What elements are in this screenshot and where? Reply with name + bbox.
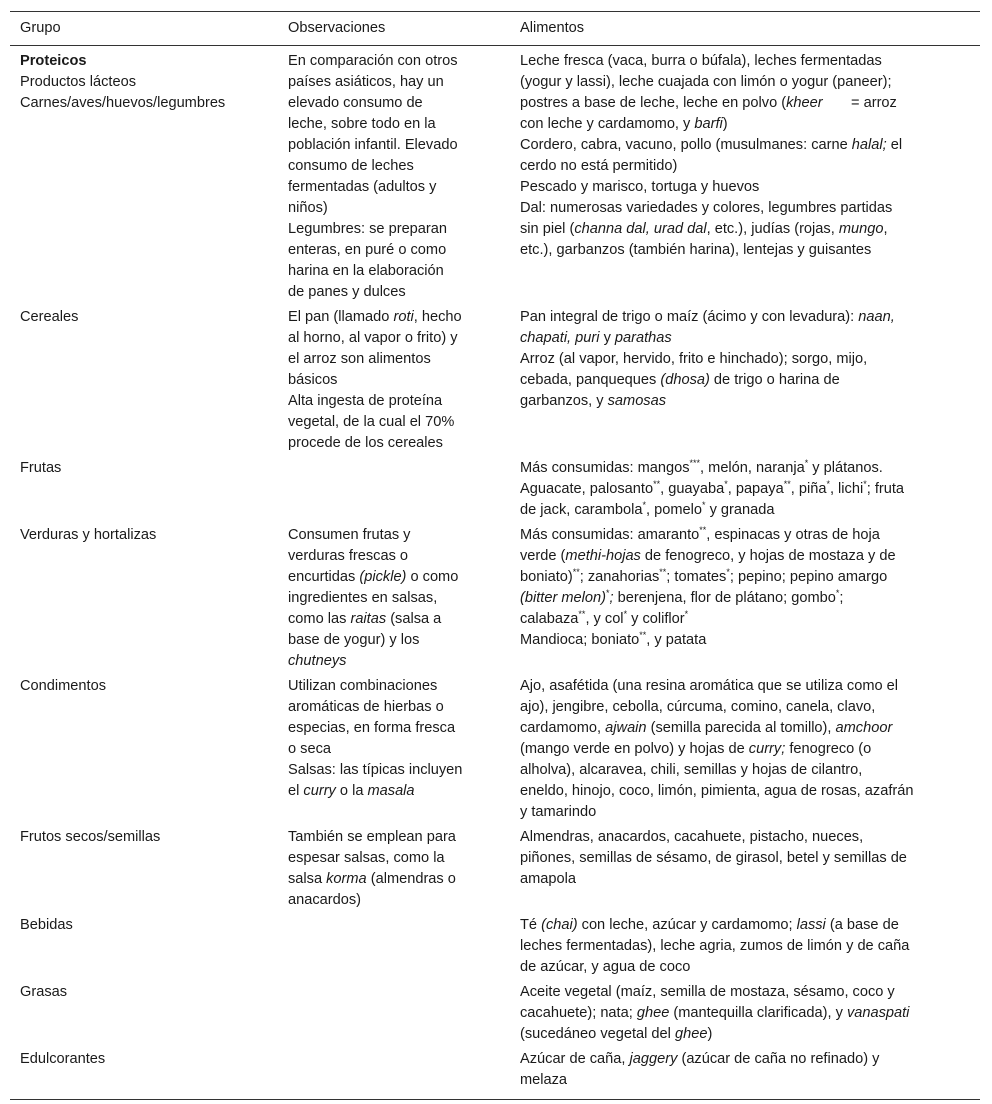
text-italic: chapati, puri <box>520 330 600 346</box>
text-line <box>520 718 970 739</box>
text-line: Almendras, anacardos, cacahuete, pistacho, nueces, <box>520 829 864 845</box>
text-segment: , y col <box>585 611 624 627</box>
text-segment: salsa <box>288 871 327 887</box>
text-line: harina en la elaboración <box>288 263 444 279</box>
text-line: Legumbres: se preparan <box>288 221 448 237</box>
cell-alimentos-frutos-secos <box>510 823 980 911</box>
text-line <box>520 307 970 328</box>
text-line: básicos <box>288 372 338 388</box>
text-segment: verde ( <box>520 548 566 564</box>
text-italic: raitas <box>350 611 387 627</box>
text-segment: , espinacas y otras de hoja <box>706 527 880 543</box>
text-line: Utilizan combinaciones <box>288 678 438 694</box>
footnote-mark: ** <box>572 567 580 578</box>
text-segment: postres a base de leche, leche en polvo ( <box>520 95 787 111</box>
text-line: Alta ingesta de proteína <box>288 393 443 409</box>
footnote-mark: * <box>804 458 809 469</box>
text-line <box>520 546 970 567</box>
group-subtitle: Productos lácteos <box>20 74 137 90</box>
text-line <box>288 307 498 328</box>
text-line: países asiáticos, hay un <box>288 74 444 90</box>
table-row-frutos-secos <box>10 823 980 911</box>
text-segment: calabaza <box>520 611 579 627</box>
text-line <box>288 781 498 802</box>
text-line: especias, en forma fresca <box>288 720 456 736</box>
text-segment: con leche, azúcar y cardamomo; <box>577 917 797 933</box>
footnote-mark: ** <box>659 567 667 578</box>
cell-grupo-grasas: Grasas <box>20 984 68 1000</box>
text-line: ajo), jengibre, cebolla, cúrcuma, comino, canela, clavo, <box>520 699 876 715</box>
table-row-bebidas <box>10 911 980 978</box>
text-italic: amchoor <box>835 720 893 736</box>
text-segment: o la <box>335 783 368 799</box>
text-line <box>520 588 970 609</box>
text-segment: con leche y cardamomo, y <box>520 116 695 132</box>
group-title: Proteicos <box>20 53 87 69</box>
text-segment: (a base de <box>825 917 899 933</box>
text-line <box>520 1049 970 1070</box>
footnote-mark: * <box>642 500 647 511</box>
text-segment: y plátanos. <box>808 460 883 476</box>
text-line <box>520 391 970 412</box>
text-line: alholva), alcaravea, chili, semillas y hojas de cilantro, <box>520 762 863 778</box>
text-italic: ; <box>609 590 614 606</box>
text-line: vegetal, de la cual el 70% <box>288 414 455 430</box>
text-italic: roti <box>393 309 414 325</box>
group-subtitle: Carnes/aves/huevos/legumbres <box>20 95 226 111</box>
text-line: fermentadas (adultos y <box>288 179 437 195</box>
footnote-mark: ** <box>699 525 707 536</box>
footnote-mark: * <box>724 479 728 490</box>
text-segment: ; pepino; pepino amargo <box>729 569 888 585</box>
cell-observaciones-frutos-secos <box>278 823 510 911</box>
text-line: población infantil. Elevado <box>288 137 458 153</box>
text-italic: ajwain <box>605 720 647 736</box>
text-italic: ghee <box>636 1005 670 1021</box>
text-line <box>520 328 970 349</box>
text-italic: masala <box>367 783 415 799</box>
text-line: al horno, al vapor o frito) y <box>288 330 458 346</box>
text-line: Pescado y marisco, tortuga y huevos <box>520 179 760 195</box>
text-line: Leche fresca (vaca, burra o búfala), leches fermentadas <box>520 53 882 69</box>
cell-alimentos-grasas <box>510 978 980 1045</box>
footnote-mark: * <box>623 609 628 620</box>
text-line: leche, sobre todo en la <box>288 116 436 132</box>
text-line <box>520 915 970 936</box>
text-segment: , hecho <box>413 309 462 325</box>
table-row-edulcorantes <box>10 1045 980 1100</box>
cell-alimentos-cereales <box>510 303 980 454</box>
text-line: aromáticas de hierbas o <box>288 699 444 715</box>
cell-alimentos-edulcorantes <box>510 1045 980 1100</box>
text-segment: (mango verde en polvo) y hojas de <box>520 741 749 757</box>
text-line <box>520 135 970 156</box>
table-row-verduras <box>10 521 980 672</box>
footnote-mark: *** <box>689 458 701 469</box>
footnote-mark: ** <box>783 479 791 490</box>
cell-observaciones-cereales <box>278 303 510 454</box>
text-italic: curry <box>303 783 336 799</box>
text-segment: , lichi <box>829 481 864 497</box>
text-line <box>288 869 498 890</box>
text-line: leches fermentadas), leche agria, zumos de limón y de caña <box>520 938 910 954</box>
text-line: amapola <box>520 871 576 887</box>
text-italic: kheer <box>786 95 823 111</box>
text-line <box>520 739 970 760</box>
text-italic: halal; <box>851 137 887 153</box>
text-line <box>520 609 970 630</box>
text-line <box>520 1003 970 1024</box>
text-segment: (semilla parecida al tomillo), <box>646 720 836 736</box>
text-segment: , guayaba <box>660 481 725 497</box>
text-line: También se emplean para <box>288 829 456 845</box>
cell-observaciones-edulcorantes <box>278 1045 510 1100</box>
text-line: niños) <box>288 200 328 216</box>
text-segment: o como <box>406 569 459 585</box>
footnote-mark: ** <box>653 479 661 490</box>
text-line: el arroz son alimentos <box>288 351 431 367</box>
text-segment: boniato) <box>520 569 573 585</box>
cell-alimentos-frutas <box>510 454 980 521</box>
text-segment: encurtidas <box>288 569 360 585</box>
cell-grupo-cereales: Cereales <box>20 309 79 325</box>
text-italic: korma <box>326 871 367 887</box>
text-italic: lassi <box>796 917 826 933</box>
text-segment: Más consumidas: amaranto <box>520 527 700 543</box>
cell-observaciones-bebidas <box>278 911 510 978</box>
text-line: o seca <box>288 741 331 757</box>
cell-grupo-frutas: Frutas <box>20 460 62 476</box>
text-segment: , melón, naranja <box>700 460 805 476</box>
text-segment: fenogreco (o <box>785 741 872 757</box>
text-segment: , papaya <box>727 481 784 497</box>
header-grupo: Grupo <box>10 12 278 46</box>
text-line <box>288 567 498 588</box>
cell-grupo-proteicos <box>10 46 278 304</box>
text-line: Salsas: las típicas incluyen <box>288 762 463 778</box>
text-italic: samosas <box>607 393 667 409</box>
text-line: de panes y dulces <box>288 284 406 300</box>
cell-grupo-frutos-secos: Frutos secos/semillas <box>20 829 161 845</box>
footnote-mark: ** <box>578 609 586 620</box>
text-segment: el <box>886 137 903 153</box>
text-segment: (salsa a <box>386 611 442 627</box>
text-segment: (almendras o <box>366 871 456 887</box>
text-italic: (dhosa) <box>660 372 710 388</box>
text-line <box>520 370 970 391</box>
text-line: enteras, en puré o como <box>288 242 447 258</box>
cell-alimentos-condimentos <box>510 672 980 823</box>
text-segment: , y patata <box>646 632 707 648</box>
text-segment: Mandioca; boniato <box>520 632 640 648</box>
text-line <box>520 567 970 588</box>
text-segment: de fenogreco, y hojas de mostaza y de <box>640 548 896 564</box>
text-line <box>520 479 970 500</box>
text-italic: vanaspati <box>846 1005 910 1021</box>
header-alimentos: Alimentos <box>510 12 980 46</box>
text-segment: cardamomo, <box>520 720 606 736</box>
header-observaciones: Observaciones <box>278 12 510 46</box>
cell-grupo-edulcorantes: Edulcorantes <box>10 1045 278 1100</box>
text-segment: El pan (llamado <box>288 309 394 325</box>
cell-alimentos-proteicos <box>510 46 980 304</box>
table-row-cereales <box>10 303 980 454</box>
text-italic: channa dal, urad dal <box>574 221 707 237</box>
text-segment: Té <box>520 917 542 933</box>
text-segment: Azúcar de caña, <box>520 1051 630 1067</box>
footnote-mark: * <box>835 588 840 599</box>
text-italic: parathas <box>614 330 672 346</box>
text-line: En comparación con otros <box>288 53 458 69</box>
text-line: chutneys <box>288 653 347 669</box>
cell-observaciones-proteicos <box>278 46 510 304</box>
text-segment: Cordero, cabra, vacuno, pollo (musulmanes: carne <box>520 137 852 153</box>
text-line <box>520 1024 970 1045</box>
cell-alimentos-bebidas <box>510 911 980 978</box>
text-line: procede de los cereales <box>288 435 443 451</box>
text-segment: Pan integral de trigo o maíz (ácimo y con levadura): <box>520 309 859 325</box>
text-line: Dal: numerosas variedades y colores, legumbres partidas <box>520 200 893 216</box>
text-segment: garbanzos, y <box>520 393 608 409</box>
text-line: piñones, semillas de sésamo, de girasol, betel y semillas de <box>520 850 907 866</box>
text-line: Ajo, asafétida (una resina aromática que se utiliza como el <box>520 678 899 694</box>
cell-alimentos-verduras <box>510 521 980 672</box>
text-line: consumo de leches <box>288 158 414 174</box>
text-segment: ) <box>707 1026 713 1042</box>
text-italic: (bitter melon) <box>520 590 606 606</box>
text-line: anacardos) <box>288 892 362 908</box>
food-groups-table <box>10 11 980 1100</box>
text-italic: naan, <box>858 309 895 325</box>
text-segment: cebada, panqueques <box>520 372 661 388</box>
footnote-mark: ** <box>639 630 647 641</box>
text-segment: (sucedáneo vegetal del <box>520 1026 675 1042</box>
text-segment: berenjena, flor de plátano; gombo <box>613 590 836 606</box>
footnote-mark: * <box>605 588 610 599</box>
text-line: de azúcar, y agua de coco <box>520 959 691 975</box>
cell-observaciones-grasas <box>278 978 510 1045</box>
footnote-mark: * <box>702 500 706 511</box>
text-line: Aceite vegetal (maíz, semilla de mostaza, sésamo, coco y <box>520 984 895 1000</box>
text-italic: (chai) <box>541 917 578 933</box>
text-italic: barfi <box>694 116 723 132</box>
text-italic: ghee <box>674 1026 708 1042</box>
text-segment: de trigo o harina de <box>709 372 840 388</box>
footnote-mark: * <box>863 479 867 490</box>
cell-grupo-verduras: Verduras y hortalizas <box>20 527 157 543</box>
text-segment: ; tomates <box>666 569 727 585</box>
text-line: Arroz (al vapor, hervido, frito e hinchado); sorgo, mijo, <box>520 351 868 367</box>
text-segment: de jack, carambola <box>520 502 643 518</box>
text-segment: y granada <box>705 502 775 518</box>
text-italic: curry; <box>748 741 786 757</box>
text-line: verduras frescas o <box>288 548 409 564</box>
text-segment: (mantequilla clarificada), y <box>669 1005 847 1021</box>
text-segment: ; zanahorias <box>579 569 660 585</box>
footnote-mark: * <box>826 479 830 490</box>
text-line: y tamarindo <box>520 804 597 820</box>
text-segment: , <box>883 221 888 237</box>
cell-observaciones-frutas <box>278 454 510 521</box>
text-italic: mungo <box>838 221 884 237</box>
text-segment: , etc.), judías (rojas, <box>706 221 839 237</box>
text-line <box>288 609 498 630</box>
text-line: melaza <box>520 1072 568 1088</box>
footnote-mark: * <box>684 609 689 620</box>
text-line <box>520 500 970 521</box>
table-row-frutas <box>10 454 980 521</box>
text-segment: (azúcar de caña no refinado) y <box>677 1051 880 1067</box>
text-line: Consumen frutas y <box>288 527 411 543</box>
text-segment: ; <box>839 590 844 606</box>
text-line: base de yogur) y los <box>288 632 420 648</box>
text-segment: el <box>288 783 304 799</box>
text-segment: , piña <box>790 481 827 497</box>
text-segment: ; fruta <box>866 481 905 497</box>
text-segment: como las <box>288 611 351 627</box>
text-line <box>520 525 970 546</box>
text-line: ingredientes en salsas, <box>288 590 438 606</box>
text-line: elevado consumo de <box>288 95 423 111</box>
text-italic: (pickle) <box>359 569 407 585</box>
text-line <box>520 630 970 651</box>
text-segment: , pomelo <box>646 502 702 518</box>
text-line: eneldo, hinojo, coco, limón, pimienta, agua de rosas, azafrán <box>520 783 914 799</box>
text-line <box>520 458 970 479</box>
text-line <box>520 93 970 114</box>
text-segment: = arroz <box>851 95 897 111</box>
text-italic: methi-hojas <box>565 548 641 564</box>
table-row-proteicos <box>10 46 980 304</box>
text-segment: ) <box>722 116 728 132</box>
food-groups-table-container <box>10 11 980 1100</box>
text-segment: cacahuete); nata; <box>520 1005 637 1021</box>
text-segment: Aguacate, palosanto <box>520 481 654 497</box>
text-segment: Más consumidas: mangos <box>520 460 690 476</box>
header-row <box>10 12 980 46</box>
footnote-mark: * <box>726 567 730 578</box>
cell-observaciones-condimentos <box>278 672 510 823</box>
text-line: etc.), garbanzos (también harina), lentejas y guisantes <box>520 242 872 258</box>
text-segment: sin piel ( <box>520 221 575 237</box>
text-line <box>520 114 970 135</box>
cell-observaciones-verduras <box>278 521 510 672</box>
text-segment: y <box>599 330 615 346</box>
table-row-condimentos <box>10 672 980 823</box>
text-italic: jaggery <box>629 1051 678 1067</box>
text-line <box>520 219 970 240</box>
text-line: (yogur y lassi), leche cuajada con limón o yogur (paneer); <box>520 74 892 90</box>
table-row-grasas <box>10 978 980 1045</box>
cell-grupo-bebidas: Bebidas <box>20 917 73 933</box>
text-segment: y coliflor <box>627 611 685 627</box>
text-line: espesar salsas, como la <box>288 850 445 866</box>
text-line: cerdo no está permitido) <box>520 158 678 174</box>
cell-grupo-condimentos: Condimentos <box>20 678 106 694</box>
